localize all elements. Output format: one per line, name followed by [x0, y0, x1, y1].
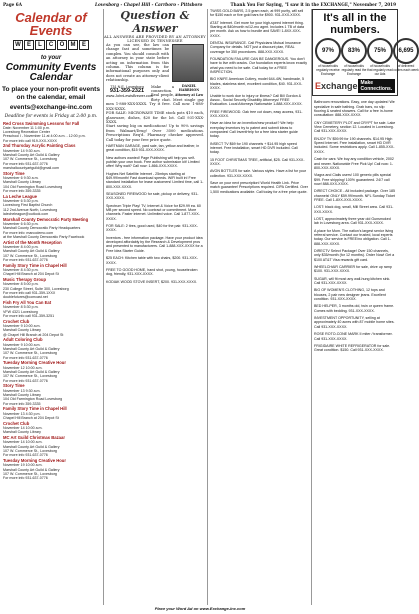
calendar-column	[0, 9, 102, 605]
stat-caption: of households regularly receive Exchange	[316, 64, 340, 76]
qa-body: Make a connection. Real people, flirty chat. Meet single gay men 1-888-XXX-XXXX. Try it free. Call now. 1-888-XXX-XXXX. FOR SALE: MICROWAVE TIME stock pots $10 each, glassware, dishes, $20 for the lot. Call 931-XXX-XXXX. Start saving big on medications! Up to 90% savings from Walmart/Drug! Over 3500 medications. Prescriptions Req'd. Pharmacy checker approved. Call today for your free price quote.	[106, 84, 204, 142]
event-title: Adult Coloring Club	[3, 337, 43, 343]
event-title: Artist of the Month Reception	[3, 239, 62, 245]
event-item	[3, 407, 99, 420]
welcome-letter: E	[24, 40, 34, 50]
event-details: November 14 10:00 a.m. Marshall County Art Guild & Gallery 107 W. Commerce St., Lovesborg For more info 931-637-0776	[3, 440, 60, 458]
classified-ad: A place for Mom. The nation's largest senior living referral service. Contact our trusted, local experts today. Our service is FREE/no obligation. Call 1-888-XXX-XXXX.	[314, 228, 394, 246]
classified-ad: WHEELCHAIR CARRIER for sale, drive up ramp $100. 931-XXX-XXXX.	[314, 265, 392, 274]
classified-ad: KODIAK WOOD STOVE INSERT, $200. 931-XXX-XXXX.	[106, 279, 198, 284]
event-details: November 9 10:00 a.m. Marshall County Library @ Chapel Hill Branch at 204 Depot St	[3, 324, 64, 337]
event-details: November 8 4:30 p.m. Chapel Hill Branch at 204 Depot St	[3, 268, 59, 277]
event-title: La Leche League	[3, 193, 37, 199]
event-item	[3, 361, 99, 382]
qa-subtitle: ALL ANSWERS ARE PROVIDED BY AN ATTORNEY LICENSED IN TENNESSEE	[104, 35, 206, 43]
classified-ad: LOST: black dog, small, Mill Street area. Call 931-XXX-XXXX.	[314, 205, 394, 214]
event-details: November 14 9:30 a.m. Marshall County Art Guild & Gallery 107 W. Commerce St., Lovesborg For more info 931-637-0776 marshallcountyartguild@gmail.com	[3, 148, 60, 170]
event-details: November 13 4:30 p.m. Chapel Hill Branch at 204 Depot St	[3, 411, 59, 420]
stat-caption: of households that regularly read our Ads	[367, 64, 393, 76]
event-details: Date: November 11 1:00 p.m. Lovesborg Recreation Center Preschool I - November 11 at 4:00 a.m. - 12:00 p.m. For more info call 919-XXX-XXXX	[3, 125, 86, 143]
classified-ad: Save on your next prescription! World Health Link. Price match guarantee! Prescriptions required. CIPA Certified. Over 1,500 medications available. Call today for a free price quote.	[210, 181, 309, 194]
classified-ad: BED HELPER, 3 months old, twin or queen frame. Comes with bedding. 931-XXX-XXXX.	[314, 304, 395, 313]
calendar-email-link[interactable]: events@exchange-inc.com	[9, 104, 93, 111]
exchange-column	[312, 9, 419, 605]
classified-ad: Have an idea for an invention/new product? We help everyday inventors try to patent and submit ideas to companies! Call InventHelp for a free idea starter guide today.	[210, 121, 298, 139]
edition-line: Lovesborg - Chapel Hill - Carrboro - Pittsboro	[95, 1, 203, 7]
event-item	[3, 384, 99, 405]
classified-ad: 15 FOOT CHRISTMAS TREE, artificial, $25. Call 931-XXX-XXXX.	[210, 157, 305, 166]
classified-ad: LOST, approximately three year old Gunsmoked lab in Lovesborg area. Call 931-XXX-XXXX.	[314, 216, 391, 226]
event-item	[3, 459, 99, 480]
classified-ad: Cash for cars: We buy any condition vehicle, 2002 and newer. Nationwide Free Pick Up! Call now: 1-800-XXX-XXXX.	[314, 157, 394, 170]
event-title: 2nd Thursday Acrylic Painting Class	[3, 143, 76, 149]
classified-ad: CNY CEMETERY PLOT and CRYPT for sale. Lake View Cemetery, section 12. Located in Lovesborg. Call 931-XXX-XXXX.	[314, 120, 396, 134]
welcome-letter: L	[35, 40, 45, 50]
qa-header	[104, 9, 206, 43]
event-item	[3, 122, 99, 143]
event-item	[3, 436, 99, 457]
calendar-title: Calendar of Events	[15, 10, 87, 38]
event-title: Fish Fry All You Can Eat	[3, 300, 52, 306]
event-item	[3, 144, 99, 170]
event-details: November 8 5:00 p.m. 230 College Street, Suite 300, Lovesborg For more info call 931-359-1XXX doublefutures@comcast.net	[3, 282, 69, 300]
event-details: November 8 5:30 p.m. VFW 4321 Lovesborg For more info call 931-359-3251	[3, 305, 55, 318]
event-item	[3, 338, 99, 359]
event-title: Tuesday Morning Creative Hour	[3, 360, 66, 366]
event-details: November 6 6:30 p.m. Marshall County Democratic Party Headquarters For more info: marcodemo.com at the Marshall County Democratic Party Facebook	[3, 222, 85, 239]
stat-value: 97%	[315, 38, 341, 64]
calendar-sub2: Community Events Calendar	[5, 62, 97, 83]
classified-column	[208, 9, 310, 605]
stat-value: 75%	[367, 38, 393, 64]
calendar-instructions: To place your non-profit events on the calendar, email	[1, 86, 101, 101]
welcome-letter: W	[13, 40, 23, 50]
page-footer[interactable]: Place your Word Ad on www.Exchange-Inc.com	[154, 606, 246, 611]
classified-ad: Hughes Net Satellite Internet - 25mbps starting at $49.99/month! Fast download speeds. WiFi built in! Free standard installation for lease customers! Limited time, call 1-800-XXX-XXXX.	[106, 171, 204, 189]
page-header	[0, 0, 400, 8]
classified-ad: DIRECTV Select Package! Over 150 channels, only $35/month (for 12 months). Order Now! Get a $100 AT&T Visa rewards gift card.	[314, 249, 395, 262]
event-details: November 12 10:00 a.m. Marshall County Art Guild & Gallery 107 W. Commerce St., Lovesborg For more info 931-637-0776	[3, 365, 60, 383]
law-firm-site[interactable]: www.JohnLewisBrewer.com	[106, 93, 154, 98]
classified-ad: INSECT TV $69 for 190 channels + $14.95 high speed internet. Free installation, smart HD DVR included. Call today.	[210, 141, 298, 155]
calendar-sub1: to your	[40, 55, 62, 61]
stat-item	[315, 38, 341, 76]
event-list	[0, 122, 102, 481]
qa-title: Question & Answer	[120, 9, 190, 35]
classified-ad: FRIGIDAIRE WHITE REFRIGERATOR for sale. Great condition. $150. Call 931-XXX-XXXX.	[314, 343, 391, 353]
classified-ad: HARTMAN GARAGE, yard sale, tan, yellow and leather, in great condition, $15 931-XXX-XXXX.	[106, 143, 200, 153]
exchange-footer	[315, 79, 395, 93]
classified-ad: FOUNDATION FAILURE CAN BE DANGEROUS. You don't have to live with cracks. Our foundation experts know exactly what you need to be safe. Call today for a FREE INSPECTION.	[210, 57, 308, 75]
event-title: Story Time	[3, 383, 25, 389]
law-firm-phone: 931-359-2321	[109, 88, 145, 95]
classified-list	[312, 100, 398, 352]
attorney-photo	[172, 44, 204, 82]
stat-item	[367, 38, 393, 76]
classified-ad: FREE TO GOOD HOME, hand shot, young, housebroken dog, friendly, 931-XXX-XXXX.	[106, 267, 198, 277]
classified-ad: INVESTMENT OPPORTUNITY, selling at approximately 40 acres with 87 mobile home sites. Call 931-XXX-XXXX.	[314, 316, 395, 329]
welcome-letter: C	[46, 40, 56, 50]
page-number: Page 6A	[3, 1, 22, 7]
classified-list	[104, 144, 206, 284]
event-details: November 13 9:30 a.m. Marshall County Library 104 Old Farmington Road Lovesborg For more info 359-3335	[3, 388, 63, 406]
event-title: Marshall County Democratic Party Meeting	[3, 216, 89, 222]
event-item	[3, 241, 99, 262]
exchange-logo: Exchange	[315, 81, 358, 92]
qa-intro: As you can see, the law can change fast and sometimes be complex. You should consult with an attorney in your state before acting on information from this column. This column is for informational purposes only and does not create an attorney-client relationship.	[106, 43, 169, 83]
stat-item	[341, 38, 367, 76]
classified-ad: Viagra and Cialis users! 100 generic pills special $99. Free shipping! 100% guaranteed. 24/7 call now! 888-XXX-XXXX.	[314, 173, 392, 186]
event-title: Crochet Club	[3, 420, 30, 426]
stats-row	[315, 38, 419, 76]
law-firm-address: 731 N.E. Lovesborg	[110, 85, 144, 89]
classified-ad: AT&T Internet. Get more for your high-speed internet thing. Starting at $40/month w/12-mo agmt. Includes 1 TB of data per month. Ask us how to bundle and SAVE! 1-8XX-XXX-XXXX.	[210, 20, 305, 38]
exchange-tagline: Make Connections.	[358, 79, 396, 93]
event-details: November 6 9:30 a.m. Marshall County Library 104 Old Farmington Road Lovesborg For more info 359-3335	[3, 176, 63, 193]
event-details: November 6 5:30 p.m. Lovesborg First Baptist Church 112 2nd Avenue North, Lovesborg lalecheleague@outlook.com	[3, 199, 58, 216]
event-item	[3, 278, 99, 299]
stat-value: 83%	[341, 38, 367, 64]
event-details: November 19 10:00 a.m. Marshall County Art Guild & Gallery 107 W. Commerce St., Lovesborg For more info 931-637-0776	[3, 463, 60, 481]
event-title: MC Art Guild Christmas Bazaar	[3, 435, 65, 441]
event-title: Tuesday Morning Creative Hour	[3, 458, 66, 464]
classified-ad: BIG OF WOMEN'S CLOTHING, 12 tops and blouses, 2 pair new designer jeans. Excellent condition. 931-XXX-XXXX.	[314, 288, 386, 302]
event-item	[3, 301, 99, 318]
event-title: Crochet Club	[3, 318, 30, 324]
classified-list	[208, 9, 310, 194]
classified-ad: New authors wanted! Page Publishing will help you self-publish your own book. Free author submission kit! Limited offer! Why wait? Call now: 1-866-XXX-XXXX.	[106, 155, 200, 169]
attorney-caption: DANIEL HARRISON Attorney at Law	[174, 84, 204, 97]
event-details: November 14 10:00 a.m. Marshall County Library	[3, 426, 43, 435]
event-item	[3, 195, 99, 216]
classified-ad: Spectrum Triple Play! TV, Internet & Voice for $29.99 ea. 60 MB per second speed. No contract or commitment. More channels. Faster internet. Unlimited voice. Call 1-877-XXX-XXXX.	[106, 203, 201, 221]
calendar-banner	[0, 11, 102, 119]
law-firm-ad	[106, 85, 154, 98]
classified-ad: Unable to work due to injury or illness? Call Bill Gordon & Assoc., Social Security Disability Attorneys! FREE Evaluation. Local Attorneys Nationwide 1-888-XXX-XXXX.	[210, 93, 303, 107]
welcome-letter: M	[68, 40, 78, 50]
welcome-letter: E	[79, 40, 89, 50]
event-details: November 9 10:00 a.m. Marshall County Art Guild & Gallery 107 W. Commerce St., Lovesborg For more info 931-637-0776	[3, 342, 60, 360]
classified-ad: DIRECT CHOICE - All included package. Over 185 channels! ONLY $59.99/month. NFL Sunday Ticket FREE. Call 1-8XX-XXX-XXXX.	[314, 189, 396, 202]
event-title: Family Story Time in Chapel Hill	[3, 406, 67, 412]
classified-ad: FREE FIREWOOD. Oak tree cut down, easy access, 931-XXX-XXXX.	[210, 109, 303, 118]
classified-ad: Bathroom renovations. Easy, one day updates! We specialize in safe bathing. Grab bars, no slip flooring & seated showers. Call for a free in-home consultation: 888-XXX-XXXX.	[314, 100, 395, 118]
event-details: November 8 4:00 p.m. Marshall County Art Guild & Gallery 107 W. Commerce St., Lovesborg For more info 931-637-0776	[3, 245, 60, 262]
stat-caption: of delivered copies each week	[393, 64, 419, 72]
event-item	[3, 264, 99, 277]
classified-ad: ENJOY TV $59.99 for 190 channels. $14.95 High Speed Internet. Free installation, smart HD DVR included. Some restrictions apply. Call 1-855-XXX-XXXX.	[314, 136, 395, 154]
exchange-title: It's all in the numbers.	[323, 12, 387, 36]
event-title: Story Time	[3, 170, 25, 176]
event-item	[3, 422, 99, 435]
event-title: Music Therapy Group	[3, 277, 47, 283]
event-title: Family Story Time in Chapel Hill	[3, 262, 67, 268]
classified-ad: Inventors - free information package. Have your product idea developed affordably by the Research & Development pros and presented to manufacturers. Call 1-888-XXX-XXXX for a Free Idea Starter Guide.	[106, 235, 203, 253]
classified-ad: AVON BOTTLES for sale. Various styles. Have a list for your collection. 931-XXX-XXXX.	[210, 169, 307, 178]
issue-line: Thank You For Saying, "I saw it in the EXCHANGE," November 7, 2019	[230, 1, 396, 7]
classified-ad: SUGAR, will fit most any wall-hung kitchen sink. Call 931-XXX-XXXX.	[314, 276, 391, 286]
classified-ad: TWISS GOLD BARS, 2.5 gram each, at 999 purity, will sell for $150 each or five gold bars for $900. 931-XXX-XXXX.	[210, 9, 304, 18]
classified-ad: DENTAL INSURANCE. Call Physicians Mutual Insurance Company for details. NOT just a discount plan, REAL coverage for 350 procedures. 888-XXX-XXXX.	[210, 41, 301, 54]
welcome-letters	[0, 40, 102, 50]
classified-ad: $25 EACH: Kitchen table with two chairs, $200. 931-XXX-XXXX.	[106, 256, 198, 265]
event-item	[3, 320, 99, 337]
classified-ad: ROSE ROTO-CONE MARK II miter / transformer. Call 931-XXX-XXXX.	[314, 332, 393, 341]
calendar-deadline: Deadline for events is Friday at 2:00 p.m.	[4, 113, 98, 119]
qa-article	[104, 43, 206, 142]
event-item	[3, 172, 99, 193]
classified-ad: FOR SALE: 2 tires, good used, $40 for the pair. 931-XXX-XXXX.	[106, 224, 198, 233]
stat-item	[393, 38, 419, 76]
event-item	[3, 218, 99, 239]
classified-ad: BIG KNIFE American Cutlery, model 644-4W, handmade, 5 blades, stainless steel, excellent condition, $40. 931-XXX-XXXX.	[210, 77, 305, 91]
exchange-promo	[312, 9, 419, 96]
stat-caption: of households regularly read the Exchange	[341, 64, 367, 76]
stat-value: 6,695	[393, 38, 419, 64]
event-title: Red Cross Swimming Lessons for Fall	[3, 120, 80, 126]
qa-column	[104, 9, 206, 605]
classified-ad: SEASONED FIREWOOD for sale, pickup or delivery, 931-XXX-XXXX.	[106, 192, 199, 201]
welcome-letter: O	[57, 40, 67, 50]
